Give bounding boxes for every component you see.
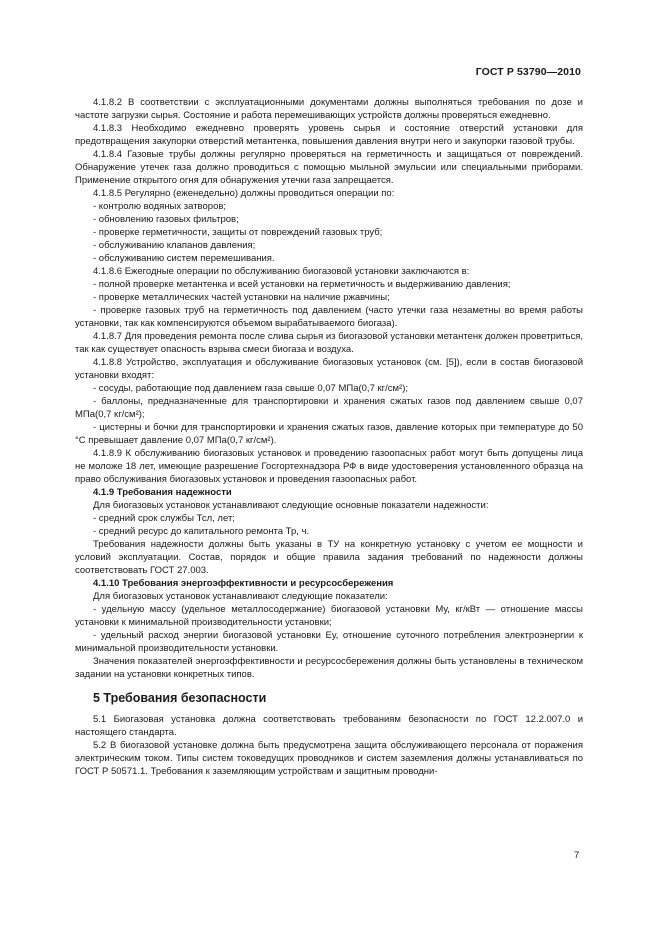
paragraph: Значения показателей энергоэффективности и ресурсосбережения должны быть установлены в техническом задании на установки конкретных типов. (75, 656, 583, 680)
section-5-text (75, 713, 583, 778)
document-body (75, 96, 583, 778)
paragraph: 4.1.8.6 Ежегодные операции по обслуживанию биогазовой установки заключаются в: (93, 266, 470, 277)
paragraph: - цистерны и бочки для транспортировки и хранения сжатых газов, давление которых при температуре до 50 °С превышает давление 0,07 МПа(0,7 кг/см²). (75, 422, 583, 446)
paragraph: Требования надежности должны быть указаны в ТУ на конкретную установку с учетом ее мощности и условий эксплуатации. Состав, порядок и общие правила задания требований по надежности должны соответствовать ГОСТ 27.003. (75, 539, 583, 576)
section-4-1-8-text (75, 96, 583, 681)
paragraph: - полной проверке метантенка и всей установки на герметичность и выдерживанию давления; (93, 279, 511, 290)
paragraph: Для биогазовых установок устанавливают следующие основные показатели надежности: (93, 500, 489, 511)
section-title: 5 Требования безопасности (93, 691, 267, 705)
paragraph: - проверке металлических частей установки на наличие ржавчины; (93, 292, 390, 303)
paragraph: - средний ресурс до капитального ремонта Тр, ч. (93, 526, 310, 537)
paragraph: - обслуживанию клапанов давления; (93, 240, 256, 251)
paragraph: 4.1.8.3 Необходимо ежедневно проверять уровень сырья и состояние отверстий установки для предотвращения закупорки отверстий метантенка, повышения давления внутри него и закупорки газовой трубы. (75, 123, 583, 147)
document-code: ГОСТ Р 53790—2010 (475, 66, 581, 78)
paragraph: 4.1.8.4 Газовые трубы должны регулярно проверяться на герметичность и защищаться от повреждений. Обнаружение утечек газа должно проводиться с помощью мыльной эмульсии или специальными приборами. Применение открытого огня для обнаружения утечки газа запрещается. (75, 149, 583, 186)
paragraph: - проверке газовых труб на герметичность под давлением (часто утечки газа незаметны во время работы установки, так как компенсируются объемом вырабатываемого биогаза). (75, 305, 583, 329)
paragraph: - проверке герметичности, защиты от повреждений газовых труб; (93, 227, 383, 238)
paragraph: 5.1 Биогазовая установка должна соответствовать требованиям безопасности по ГОСТ 12.2.007.0 и настоящего стандарта. (75, 714, 583, 738)
page-number: 7 (574, 850, 580, 861)
paragraph: 4.1.10 Требования энергоэффективности и ресурсосбережения (93, 578, 394, 589)
paragraph: 4.1.8.8 Устройство, эксплуатация и обслуживание биогазовых установок (см. [5]), если в состав биогазовой установки входят: (75, 357, 583, 381)
paragraph: - баллоны, предназначенные для транспортировки и хранения сжатых газов под давлением свыше 0,07 МПа(0,7 кг/см²); (75, 396, 583, 420)
paragraph: - обновлению газовых фильтров; (93, 214, 239, 225)
paragraph: 4.1.9 Требования надежности (93, 487, 232, 498)
paragraph: 4.1.8.2 В соответствии с эксплуатационными документами должны выполняться требования по дозе и частоте загрузки сырья. Состояние и работа перемешивающих устройств должны проверяться ежедневно. (75, 97, 583, 121)
paragraph: - сосуды, работающие под давлением газа свыше 0,07 МПа(0,7 кг/см²); (93, 383, 409, 394)
paragraph: - обслуживанию систем перемешивания. (93, 253, 275, 264)
paragraph: - удельный расход энергии биогазовой установки Еу, отношение суточного потребления электроэнергии к минимальной производительности установки. (75, 630, 583, 654)
paragraph: 4.1.8.5 Регулярно (еженедельно) должны проводиться операции по: (93, 188, 395, 199)
paragraph: 5.2 В биогазовой установке должна быть предусмотрена защита обслуживающего персонала от поражения электрическим током. Типы систем токоведущих проводников и систем заземления должны устанавливаться по ГОСТ Р 50571.1. Требования к заземляющим устройствам и защитным проводни- (75, 740, 583, 777)
paragraph: 4.1.8.9 К обслуживанию биогазовых установок и проведению газоопасных работ могут быть допущены лица не моложе 18 лет, имеющие разрешение Госгортехнадзора РФ в виде удостоверения установленного образца на право обслуживания биогазовых установок и проведения газоопасных работ. (75, 448, 583, 485)
paragraph: - удельную массу (удельное металлосодержание) биогазовой установки Му, кг/кВт — отношение массы установки к минимальной производительности установки; (75, 604, 583, 628)
paragraph: - средний срок службы Тсл, лет; (93, 513, 235, 524)
paragraph: - контролю водяных затворов; (93, 201, 227, 212)
paragraph: Для биогазовых установок устанавливают следующие показатели: (93, 591, 388, 602)
paragraph: 4.1.8.7 Для проведения ремонта после слива сырья из биогазовой установки метантенк должен проветриться, так как существует опасность взрыва смеси биогаза и воздуха. (75, 331, 583, 355)
